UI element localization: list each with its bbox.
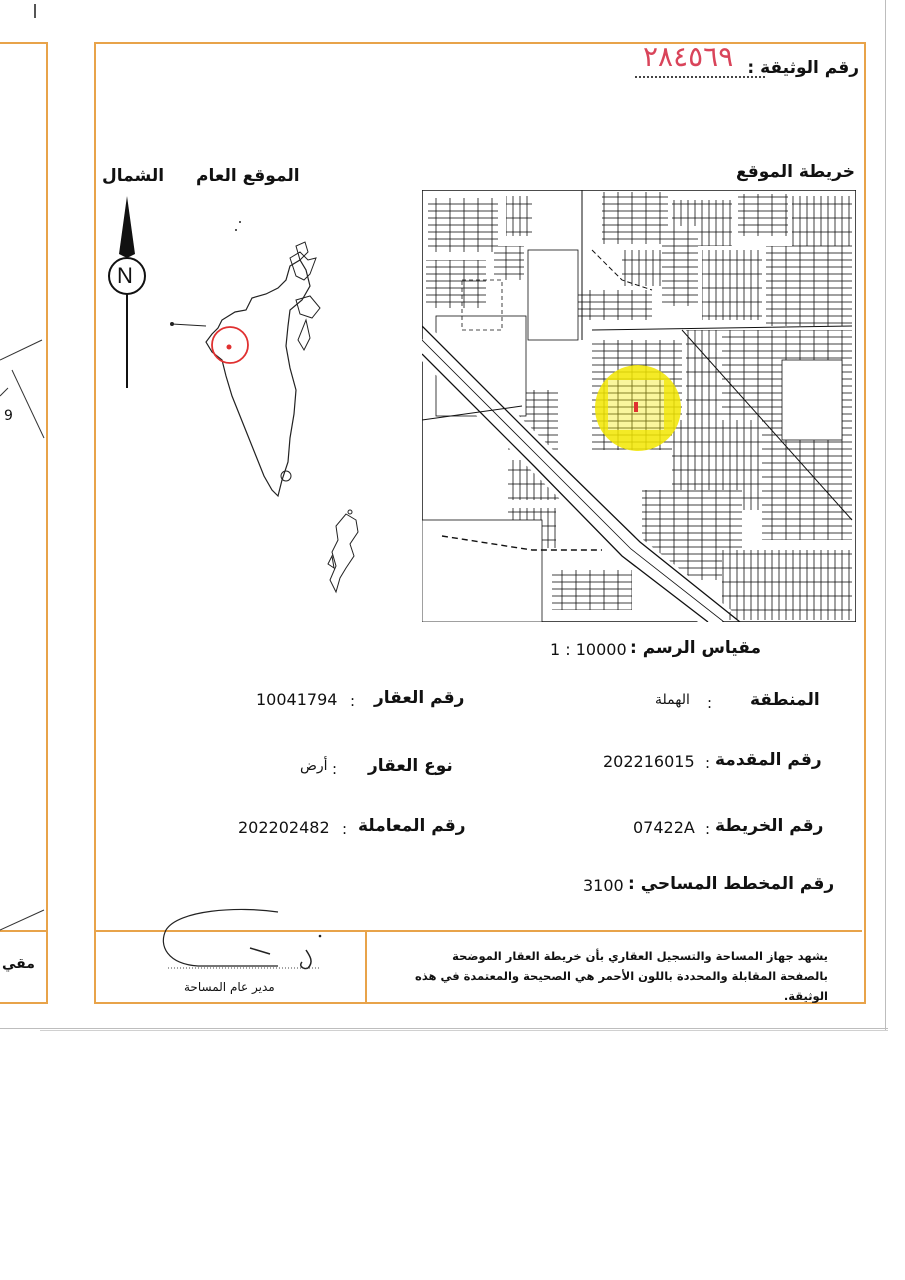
location-map-title: خريطة الموقع <box>735 162 855 182</box>
transaction-no-label: رقم المعاملة <box>358 816 466 836</box>
application-no-colon: : <box>705 754 711 772</box>
north-letter: N <box>117 263 133 288</box>
north-label: الشمال <box>102 166 165 186</box>
north-arrow-icon <box>104 192 150 392</box>
document-number-dots <box>635 76 765 78</box>
property-type-label: نوع العقار <box>368 756 453 776</box>
application-no-label: رقم المقدمة <box>715 750 822 770</box>
map-no-value: 07422A <box>633 818 695 837</box>
region-label: المنطقة <box>750 690 820 710</box>
left-page-number: 9 <box>4 408 13 424</box>
property-type-value: أرض <box>300 758 328 774</box>
page-bottom-edge-2 <box>40 1030 888 1031</box>
document-number-handwritten: ٢٨٤٥٦٩ <box>643 40 734 73</box>
property-no-colon: : <box>350 692 356 710</box>
scale-label: مقياس الرسم : <box>630 638 762 658</box>
document-number-label: رقم الوثيقة : <box>747 58 859 78</box>
survey-plan-value: 3100 <box>583 876 624 895</box>
scale-value: 1 : 10000 <box>550 640 627 659</box>
transaction-no-value: 202202482 <box>238 818 330 837</box>
page-top-mark <box>34 4 36 18</box>
certification-text: يشهد جهاز المساحة والتسجيل العقاري بأن خريطة العقار الموضحة بالصفحة المقابلة والمحددة باللون الأحمر هي الصحيحة والمعتمدة في هذه الوثيقة. <box>415 949 828 1003</box>
signature-image <box>158 906 328 978</box>
footer-vertical-divider <box>365 930 367 1002</box>
property-no-label: رقم العقار <box>374 688 465 708</box>
application-no-value: 202216015 <box>603 752 695 771</box>
page-bottom-edge <box>0 1028 888 1029</box>
location-map <box>422 190 856 622</box>
left-page-word: مقي <box>2 956 35 972</box>
property-type-colon: : <box>332 760 338 778</box>
region-value: الهملة <box>655 692 690 708</box>
general-site-title: الموقع العام <box>196 166 300 186</box>
transaction-no-colon: : <box>342 820 348 838</box>
signatory-title: مدير عام المساحة <box>184 980 275 994</box>
survey-plan-label: رقم المخطط المساحي : <box>628 874 835 894</box>
map-no-label: رقم الخريطة <box>715 816 824 836</box>
general-site-map <box>160 200 390 610</box>
property-no-value: 10041794 <box>256 690 338 709</box>
region-colon: : <box>707 694 713 712</box>
page-right-edge <box>885 0 886 1030</box>
map-no-colon: : <box>705 820 711 838</box>
